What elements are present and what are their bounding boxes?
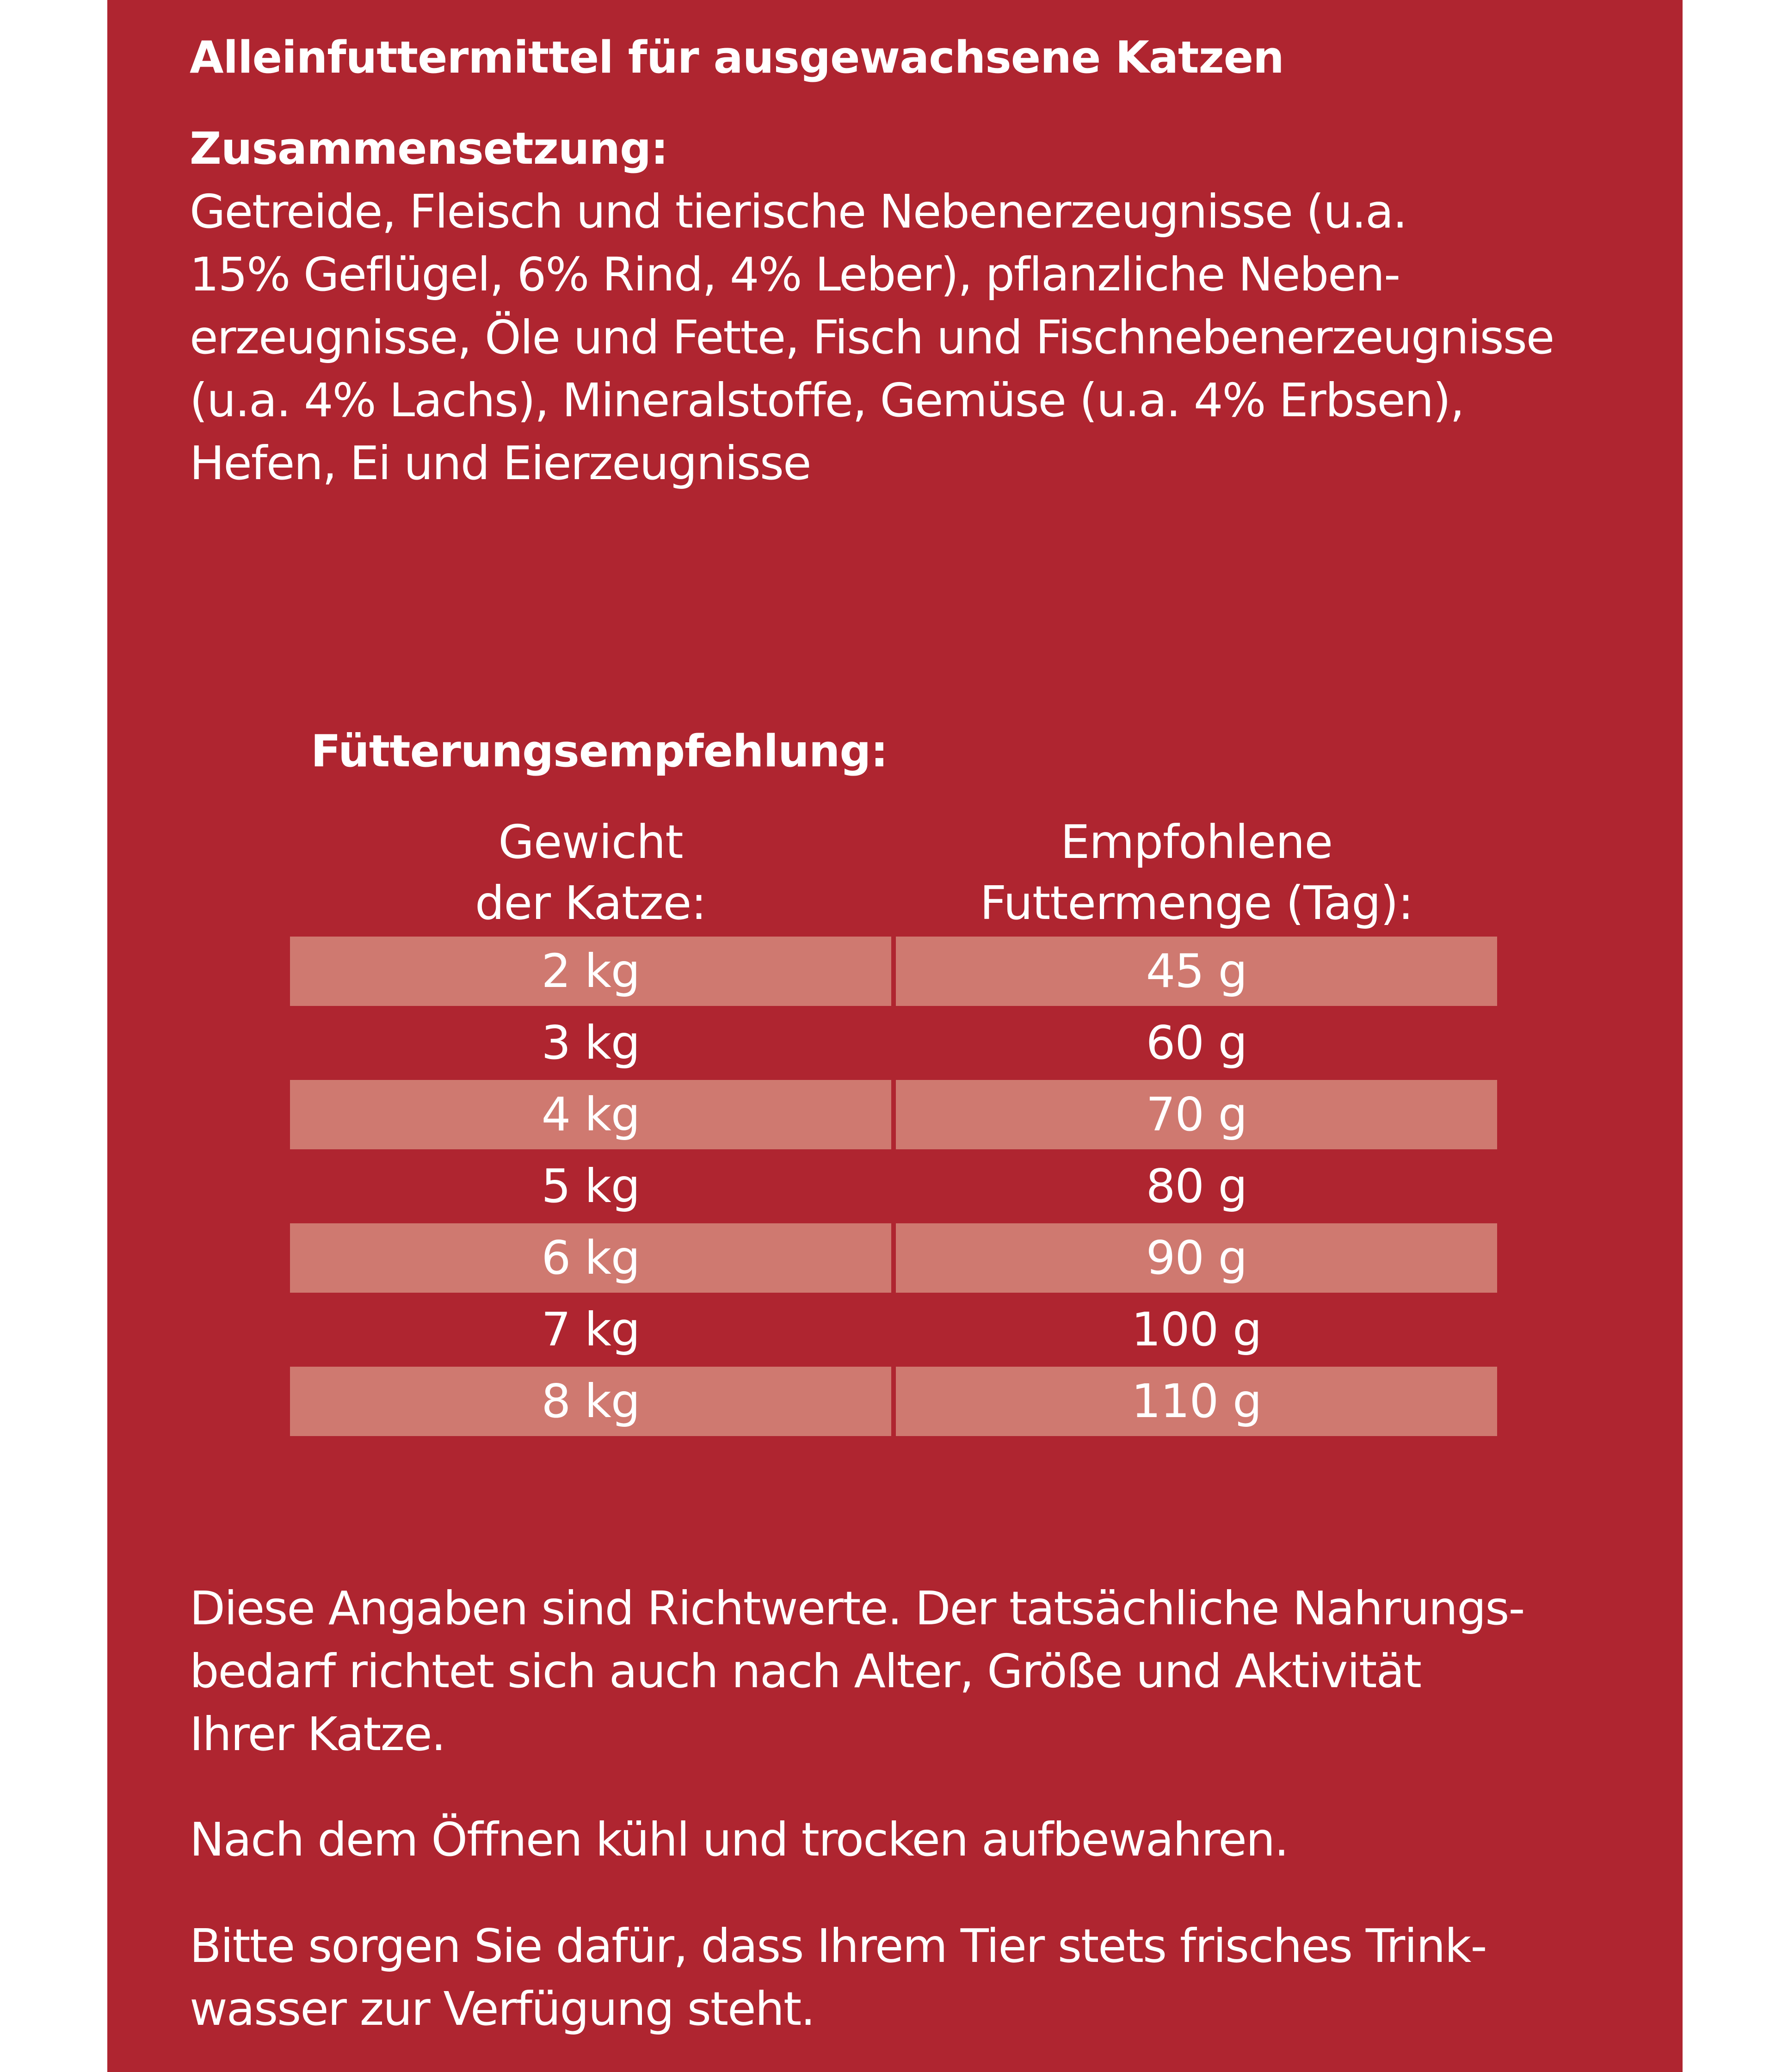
amount-header-line: Empfohlene <box>1060 815 1333 869</box>
weight-column-header <box>290 812 891 934</box>
weight-cell: 8 kg <box>290 1367 891 1436</box>
water-line: wasser zur Verfügung steht. <box>190 1982 815 2036</box>
label-panel <box>107 0 1683 2072</box>
note-line: Diese Angaben sind Richtwerte. Der tatsächliche Nahrungs- <box>190 1581 1524 1635</box>
amount-cell: 70 g <box>896 1080 1497 1149</box>
note-line: bedarf richtet sich auch nach Alter, Größe und Aktivität <box>190 1644 1421 1698</box>
product-title: Alleinfuttermittel für ausgewachsene Katzen <box>190 32 1284 83</box>
amount-column-header <box>896 812 1497 934</box>
weight-cell: 5 kg <box>541 1159 640 1213</box>
composition-line: 15% Geflügel, 6% Rind, 4% Leber), pflanzliche Neben- <box>190 247 1400 302</box>
weight-header-line: Gewicht <box>498 815 683 869</box>
composition-heading: Zusammensetzung: <box>190 123 668 174</box>
table-row <box>290 1223 1497 1293</box>
feeding-heading: Fütterungsempfehlung: <box>311 726 888 777</box>
amount-cell: 100 g <box>1131 1302 1262 1357</box>
weight-cell: 4 kg <box>290 1080 891 1149</box>
table-row <box>290 1080 1497 1149</box>
table-row <box>290 1295 1497 1364</box>
amount-header-line: Futtermenge (Tag): <box>980 876 1413 930</box>
composition-line: erzeugnisse, Öle und Fette, Fisch und Fischnebenerzeugnisse <box>190 310 1554 364</box>
composition-line: Hefen, Ei und Eierzeugnisse <box>190 436 811 490</box>
feeding-table-header <box>290 812 1497 934</box>
composition-line: (u.a. 4% Lachs), Mineralstoffe, Gemüse (u.a. 4% Erbsen), <box>190 373 1464 427</box>
storage-instruction <box>190 1808 1651 1871</box>
amount-cell: 60 g <box>1146 1016 1247 1070</box>
weight-cell: 2 kg <box>290 937 891 1006</box>
amount-cell: 90 g <box>896 1223 1497 1293</box>
table-row <box>290 937 1497 1006</box>
composition-line: Getreide, Fleisch und tierische Nebenerzeugnisse (u.a. <box>190 185 1407 239</box>
table-row <box>290 1367 1497 1436</box>
amount-cell: 80 g <box>1146 1159 1247 1213</box>
amount-cell: 110 g <box>896 1367 1497 1436</box>
weight-cell: 6 kg <box>290 1223 891 1293</box>
water-line: Bitte sorgen Sie dafür, dass Ihrem Tier stets frisches Trink- <box>190 1919 1486 1973</box>
weight-header-line: der Katze: <box>475 876 706 930</box>
table-row <box>290 1008 1497 1078</box>
feeding-table <box>290 812 1497 1436</box>
water-notice <box>190 1915 1651 2041</box>
composition-text <box>190 180 1651 495</box>
note-line: Ihrer Katze. <box>190 1707 445 1761</box>
guideline-note <box>190 1577 1651 1766</box>
table-row <box>290 1152 1497 1221</box>
weight-cell: 3 kg <box>541 1016 640 1070</box>
amount-cell: 45 g <box>896 937 1497 1006</box>
weight-cell: 7 kg <box>541 1302 640 1357</box>
storage-line: Nach dem Öffnen kühl und trocken aufbewahren. <box>190 1813 1289 1867</box>
